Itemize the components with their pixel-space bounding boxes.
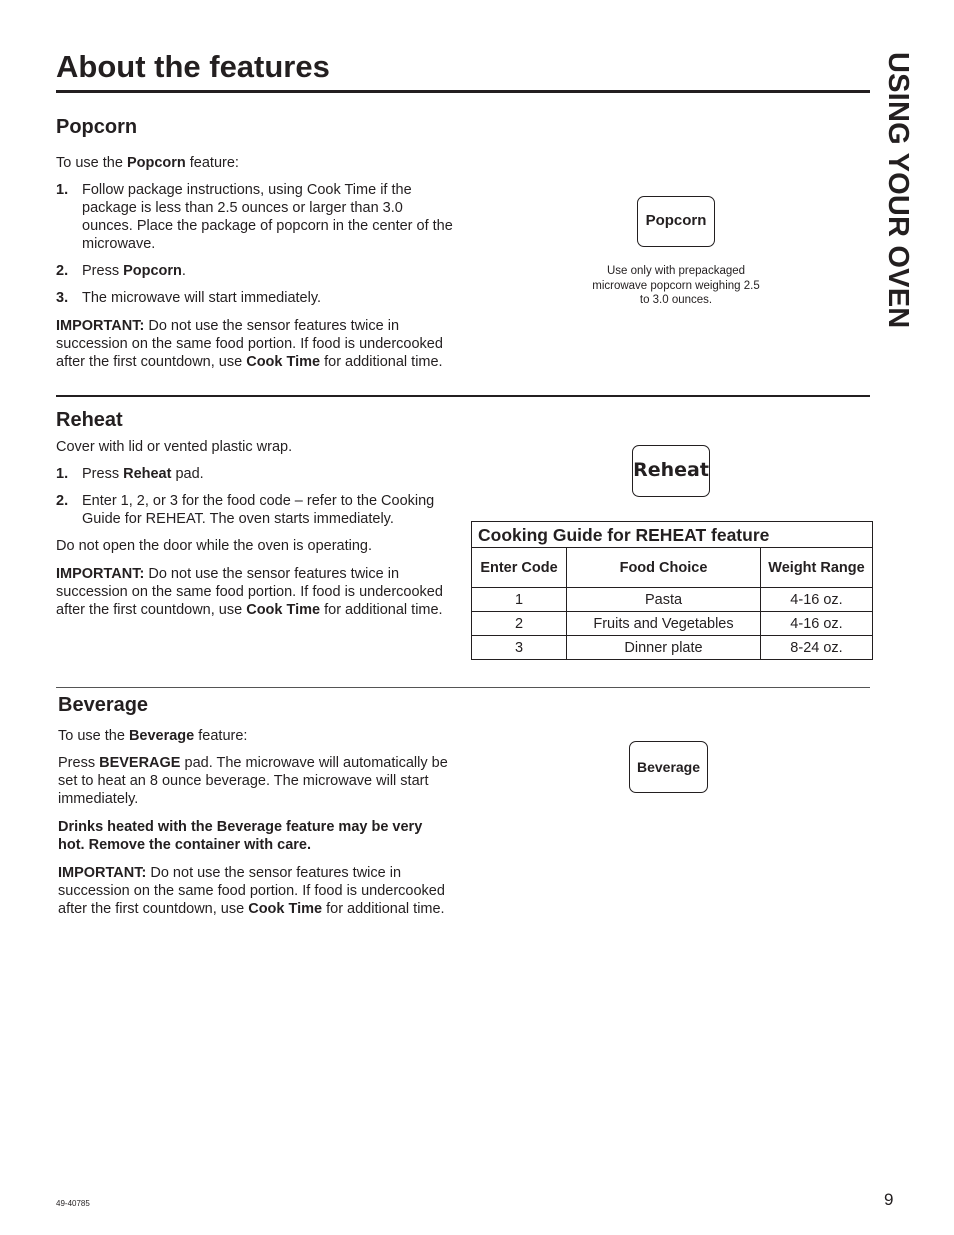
cell-weight: 4-16 oz. <box>761 588 873 612</box>
table-caption-row <box>472 522 873 548</box>
important-text: Do not use the sensor features twice in succession on the same food portion. If food is undercooked after the first countdown, use <box>58 865 445 917</box>
step-text: Press <box>82 263 124 279</box>
step-number: 1. <box>56 466 69 482</box>
reheat-door-note: Do not open the door while the oven is operating. <box>56 538 372 554</box>
important-bold: Cook Time <box>246 354 321 370</box>
cell-food: Fruits and Vegetables <box>567 612 761 636</box>
beverage-intro <box>58 727 458 745</box>
beverage-important <box>58 864 458 918</box>
beverage-intro-post: feature: <box>194 728 248 744</box>
title-divider <box>56 90 870 93</box>
step-number: 3. <box>56 290 69 306</box>
beverage-warning: Drinks heated with the Beverage feature may be very hot. Remove the container with care. <box>58 819 423 853</box>
doc-number: 49-40785 <box>56 1199 90 1208</box>
cell-code: 3 <box>472 636 567 660</box>
popcorn-intro-post: feature: <box>185 155 239 171</box>
important-end: for additional time. <box>320 354 443 370</box>
popcorn-step-3 <box>56 289 456 307</box>
step-bold: Popcorn <box>123 263 182 279</box>
important-bold: Cook Time <box>246 602 321 618</box>
popcorn-step-2 <box>56 262 456 280</box>
step-text: Press <box>82 466 124 482</box>
table-row <box>472 588 873 612</box>
cell-food: Dinner plate <box>567 636 761 660</box>
popcorn-heading: Popcorn <box>56 116 138 138</box>
cell-weight: 8-24 oz. <box>761 636 873 660</box>
table-row <box>472 636 873 660</box>
important-label: IMPORTANT: <box>56 318 145 334</box>
header-food-choice: Food Choice <box>567 548 761 588</box>
important-end: for additional time. <box>320 602 443 618</box>
step-number: 1. <box>56 182 69 198</box>
popcorn-key[interactable]: Popcorn <box>637 196 715 247</box>
step-text-end: . <box>181 263 186 279</box>
important-label: IMPORTANT: <box>58 865 147 881</box>
cell-food: Pasta <box>567 588 761 612</box>
press-pre: Press <box>58 755 100 771</box>
step-text: Enter 1, 2, or 3 for the food code – refer to the Cooking Guide for REHEAT. The oven starts immediately. <box>82 493 435 527</box>
beverage-instructions <box>58 754 458 808</box>
reheat-cooking-guide-table <box>471 521 873 660</box>
press-bold: BEVERAGE <box>99 755 181 771</box>
beverage-intro-pre: To use the <box>58 728 129 744</box>
step-text-end: pad. <box>171 466 204 482</box>
reheat-heading: Reheat <box>56 409 123 431</box>
header-enter-code: Enter Code <box>472 548 567 588</box>
step-number: 2. <box>56 263 69 279</box>
step-number: 2. <box>56 493 69 509</box>
cell-code: 2 <box>472 612 567 636</box>
step-text: The microwave will start immediately. <box>82 290 322 306</box>
popcorn-note: Use only with prepackaged microwave popcorn weighing 2.5 to 3.0 ounces. <box>592 265 760 306</box>
reheat-step-2 <box>56 492 456 528</box>
table-caption: Cooking Guide for REHEAT feature <box>472 522 873 548</box>
popcorn-step-1 <box>56 181 456 253</box>
reheat-step-1 <box>56 465 456 483</box>
important-text: Do not use the sensor features twice in succession on the same food portion. If food is undercooked after the first countdown, use <box>56 318 443 370</box>
page-title: About the features <box>56 49 330 84</box>
side-tab <box>868 52 928 362</box>
popcorn-important <box>56 317 456 371</box>
beverage-intro-bold: Beverage <box>128 728 195 744</box>
reheat-divider <box>56 687 870 688</box>
cell-code: 1 <box>472 588 567 612</box>
beverage-key[interactable]: Beverage <box>629 741 708 793</box>
popcorn-divider <box>56 395 870 397</box>
reheat-intro: Cover with lid or vented plastic wrap. <box>56 439 293 455</box>
beverage-heading: Beverage <box>58 694 149 716</box>
table-header-row <box>472 548 873 588</box>
step-text: Follow package instructions, using Cook Time if the package is less than 2.5 ounces or larger than 3.0 ounces. Place the package of popcorn in the center of the microwave. <box>82 182 453 252</box>
side-tab-label: USING YOUR OVEN <box>882 52 914 329</box>
step-bold: Reheat <box>123 466 172 482</box>
popcorn-intro-pre: To use the <box>56 155 127 171</box>
important-text: Do not use the sensor features twice in succession on the same food portion. If food is undercooked after the first countdown, use <box>56 566 443 618</box>
reheat-key[interactable]: Reheat <box>632 445 710 497</box>
popcorn-intro <box>56 154 456 172</box>
important-end: for additional time. <box>322 901 445 917</box>
header-weight-range: Weight Range <box>761 548 873 588</box>
table-row <box>472 612 873 636</box>
important-bold: Cook Time <box>248 901 323 917</box>
reheat-important <box>56 565 456 619</box>
important-label: IMPORTANT: <box>56 566 145 582</box>
press-post: pad. The microwave will automatically be set to heat an 8 ounce beverage. The microwave will start immediately. <box>58 755 448 807</box>
cell-weight: 4-16 oz. <box>761 612 873 636</box>
page-number: 9 <box>884 1190 894 1209</box>
popcorn-intro-bold: Popcorn <box>126 155 186 171</box>
